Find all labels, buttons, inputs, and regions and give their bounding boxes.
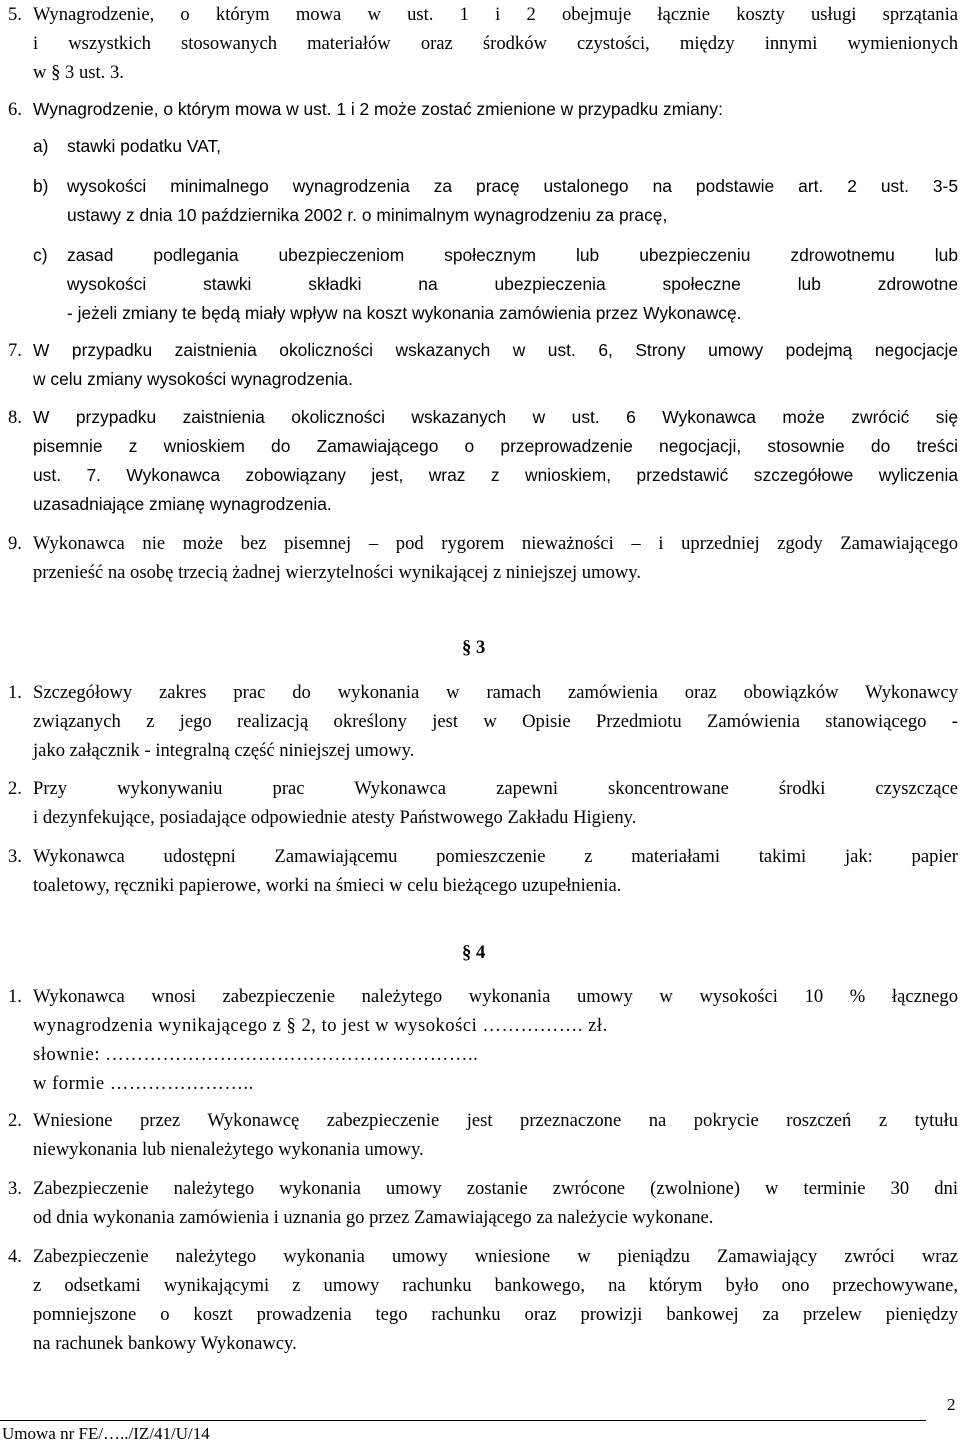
list-item-c xyxy=(33,241,958,328)
list-line: ustawy z dnia 10 października 2002 r. o minimalnym wynagrodzeniu za pracę, xyxy=(67,205,668,225)
paragraph-number: 8. xyxy=(8,407,22,428)
list-item-b xyxy=(33,172,958,230)
paragraph-6 xyxy=(8,95,958,124)
paragraph-9 xyxy=(8,529,958,587)
paragraph-number: 7. xyxy=(8,340,22,361)
paragraph-number: 9. xyxy=(8,533,22,554)
paragraph-line: Wynagrodzenie, o którym mowa w ust. 1 i 2 obejmuje łącznie koszty usługi sprzątania xyxy=(33,4,958,25)
paragraph-line: wynagrodzenia wynikającego z § 2, to jest w wysokości ……………. zł. xyxy=(33,1015,608,1036)
paragraph-line: przenieść na osobę trzecią żadnej wierzytelności wynikającej z niniejszej umowy. xyxy=(33,562,641,583)
list-label: a) xyxy=(33,136,49,156)
paragraph-line: ust. 7. Wykonawca zobowiązany jest, wraz z wnioskiem, przedstawić szczegółowe wyliczenia xyxy=(33,465,958,485)
paragraph-number: 2. xyxy=(8,778,22,799)
paragraph-line: w formie ………………….. xyxy=(33,1073,254,1094)
section3-paragraph-3 xyxy=(8,842,958,900)
paragraph-line: w celu zmiany wysokości wynagrodzenia. xyxy=(33,369,353,389)
list-label: c) xyxy=(33,245,48,265)
paragraph-line: niewykonania lub nienależytego wykonania umowy. xyxy=(33,1139,424,1160)
paragraph-line: pomniejszone o koszt prowadzenia tego rachunku oraz prowizji bankowej za przelew pieniędzy xyxy=(33,1304,958,1325)
paragraph-line: Wykonawca wnosi zabezpieczenie należytego wykonania umowy w wysokości 10 % łącznego xyxy=(33,986,958,1007)
paragraph-line: związanych z jego realizacją określony jest w Opisie Przedmiotu Zamówienia stanowiącego - xyxy=(33,711,958,732)
paragraph-line: Przy wykonywaniu prac Wykonawca zapewni skoncentrowane środki czyszczące xyxy=(33,778,958,799)
paragraph-number: 3. xyxy=(8,846,22,867)
footer-contract-number: Umowa nr FE/…../IZ/41/U/14 xyxy=(2,1424,210,1443)
section-heading-3: § 3 xyxy=(462,637,486,658)
footer-divider xyxy=(0,1420,926,1421)
page-number: 2 xyxy=(947,1395,956,1414)
paragraph-line: od dnia wykonania zamówienia i uznania go przez Zamawiającego za należycie wykonane. xyxy=(33,1207,714,1228)
section4-paragraph-1 xyxy=(8,982,958,1098)
paragraph-line: słownie: ………………………………………………….. xyxy=(33,1044,479,1065)
paragraph-number: 1. xyxy=(8,986,22,1007)
paragraph-5 xyxy=(8,0,958,87)
list-item-a xyxy=(33,132,958,161)
paragraph-line: Wykonawca udostępni Zamawiającemu pomieszczenie z materiałami takimi jak: papier xyxy=(33,846,958,867)
paragraph-line: Wniesione przez Wykonawcę zabezpieczenie jest przeznaczone na pokrycie roszczeń z tytułu xyxy=(33,1110,958,1131)
section3-paragraph-2 xyxy=(8,774,958,832)
paragraph-line: W przypadku zaistnienia okoliczności wskazanych w ust. 6 Wykonawca może zwrócić się xyxy=(33,407,958,427)
paragraph-line: Szczegółowy zakres prac do wykonania w ramach zamówienia oraz obowiązków Wykonawcy xyxy=(33,682,958,703)
paragraph-line: uzasadniające zmianę wynagrodzenia. xyxy=(33,494,332,514)
paragraph-line: z odsetkami wynikającymi z umowy rachunku bankowego, na którym było ono przechowywane, xyxy=(33,1275,958,1296)
list-label: b) xyxy=(33,176,49,196)
section-heading-4: § 4 xyxy=(462,942,486,963)
paragraph-line: na rachunek bankowy Wykonawcy. xyxy=(33,1333,297,1354)
list-line: zasad podlegania ubezpieczeniom społecznym lub ubezpieczeniu zdrowotnemu lub xyxy=(67,245,958,265)
paragraph-number: 6. xyxy=(8,99,22,120)
section3-paragraph-1 xyxy=(8,678,958,765)
paragraph-line: i dezynfekujące, posiadające odpowiednie atesty Państwowego Zakładu Higieny. xyxy=(33,807,637,828)
list-line: wysokości minimalnego wynagrodzenia za pracę ustalonego na podstawie art. 2 ust. 3-5 xyxy=(67,176,958,196)
paragraph-number: 5. xyxy=(8,4,22,25)
list-line: - jeżeli zmiany te będą miały wpływ na koszt wykonania zamówienia przez Wykonawcę. xyxy=(67,303,742,323)
paragraph-number: 3. xyxy=(8,1178,22,1199)
paragraph-line: jako załącznik - integralną część niniejszej umowy. xyxy=(33,740,415,761)
paragraph-line: Zabezpieczenie należytego wykonania umowy zostanie zwrócone (zwolnione) w terminie 30 dni xyxy=(33,1178,958,1199)
paragraph-line: Wynagrodzenie, o którym mowa w ust. 1 i 2 może zostać zmienione w przypadku zmiany: xyxy=(33,99,723,119)
paragraph-line: W przypadku zaistnienia okoliczności wskazanych w ust. 6, Strony umowy podejmą negocjacje xyxy=(33,340,958,360)
paragraph-7 xyxy=(8,336,958,394)
paragraph-line: Zabezpieczenie należytego wykonania umowy wniesione w pieniądzu Zamawiający zwróci wraz xyxy=(33,1246,958,1267)
section4-paragraph-4 xyxy=(8,1242,958,1358)
list-text: stawki podatku VAT, xyxy=(67,136,222,156)
list-line: wysokości stawki składki na ubezpieczenia społeczne lub zdrowotne xyxy=(67,274,958,294)
paragraph-line: Wykonawca nie może bez pisemnej – pod rygorem nieważności – i uprzedniej zgody Zamawiającego xyxy=(33,533,958,554)
paragraph-number: 4. xyxy=(8,1246,22,1267)
paragraph-number: 2. xyxy=(8,1110,22,1131)
paragraph-line: w § 3 ust. 3. xyxy=(33,62,124,83)
paragraph-line: i wszystkich stosowanych materiałów oraz środków czystości, między innymi wymienionych xyxy=(33,33,958,54)
paragraph-8 xyxy=(8,403,958,519)
paragraph-line: toaletowy, ręczniki papierowe, worki na śmieci w celu bieżącego uzupełnienia. xyxy=(33,875,622,896)
section4-paragraph-2 xyxy=(8,1106,958,1164)
paragraph-line: pisemnie z wnioskiem do Zamawiającego o przeprowadzenie negocjacji, stosownie do treści xyxy=(33,436,958,456)
paragraph-number: 1. xyxy=(8,682,22,703)
section4-paragraph-3 xyxy=(8,1174,958,1232)
